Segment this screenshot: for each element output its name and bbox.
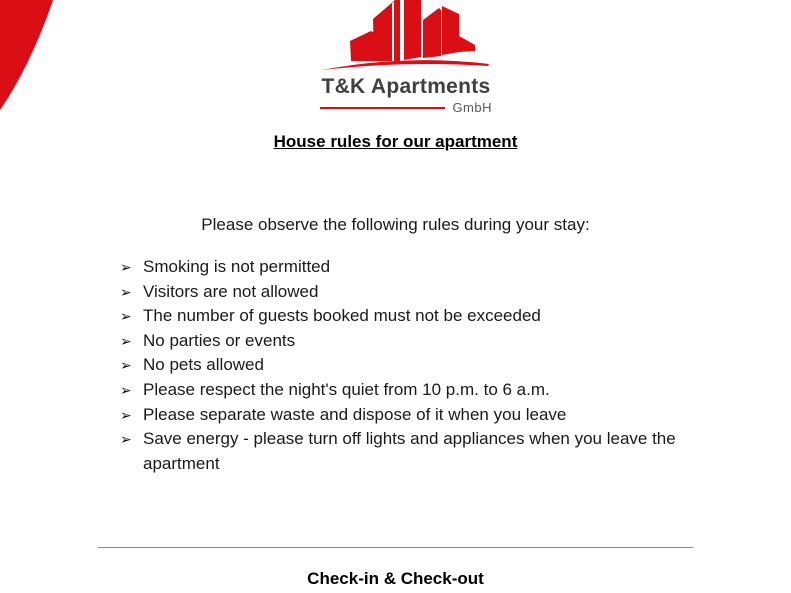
logo-company-name: T&K Apartments xyxy=(321,75,491,98)
list-item xyxy=(120,329,725,354)
intro-text: Please observe the following rules during your stay: xyxy=(201,215,590,234)
list-item xyxy=(120,304,725,329)
list-item xyxy=(120,427,725,476)
arrow-bullet-icon: ➢ xyxy=(120,308,132,325)
rule-text: No pets allowed xyxy=(143,355,264,375)
page-title: House rules for our apartment xyxy=(273,132,518,151)
arrow-bullet-icon: ➢ xyxy=(120,381,132,398)
arrow-bullet-icon: ➢ xyxy=(120,406,132,423)
logo-gmbh-suffix: GmbH xyxy=(452,100,492,115)
arrow-bullet-icon: ➢ xyxy=(120,431,132,448)
list-item xyxy=(120,255,725,280)
logo-red-underline xyxy=(320,107,445,109)
section-divider xyxy=(98,547,693,548)
logo-suffix-row xyxy=(318,100,494,115)
rule-text: Please separate waste and dispose of it when you leave xyxy=(143,404,567,424)
buildings-icon xyxy=(320,0,492,70)
arrow-bullet-icon: ➢ xyxy=(120,259,132,275)
rule-text: Save energy - please turn off lights and appliances when you leave the apartment xyxy=(143,429,676,473)
list-item xyxy=(120,353,725,378)
company-logo xyxy=(318,0,494,115)
arrow-bullet-icon: ➢ xyxy=(120,332,132,349)
rule-text: No parties or events xyxy=(143,330,296,350)
list-item xyxy=(120,378,725,403)
arrow-bullet-icon: ➢ xyxy=(120,283,132,300)
corner-swoosh-decoration xyxy=(0,0,60,115)
rule-text: Visitors are not allowed xyxy=(143,281,319,301)
rules-list xyxy=(120,255,725,476)
rule-text: Please respect the night's quiet from 10 p.m. to 6 a.m. xyxy=(143,379,550,399)
section-title-checkin-checkout: Check-in & Check-out xyxy=(307,569,484,588)
rule-text: The number of guests booked must not be exceeded xyxy=(143,306,541,326)
list-item xyxy=(120,403,725,428)
arrow-bullet-icon: ➢ xyxy=(120,357,132,374)
list-item xyxy=(120,280,725,305)
rule-text: Smoking is not permitted xyxy=(143,257,331,276)
